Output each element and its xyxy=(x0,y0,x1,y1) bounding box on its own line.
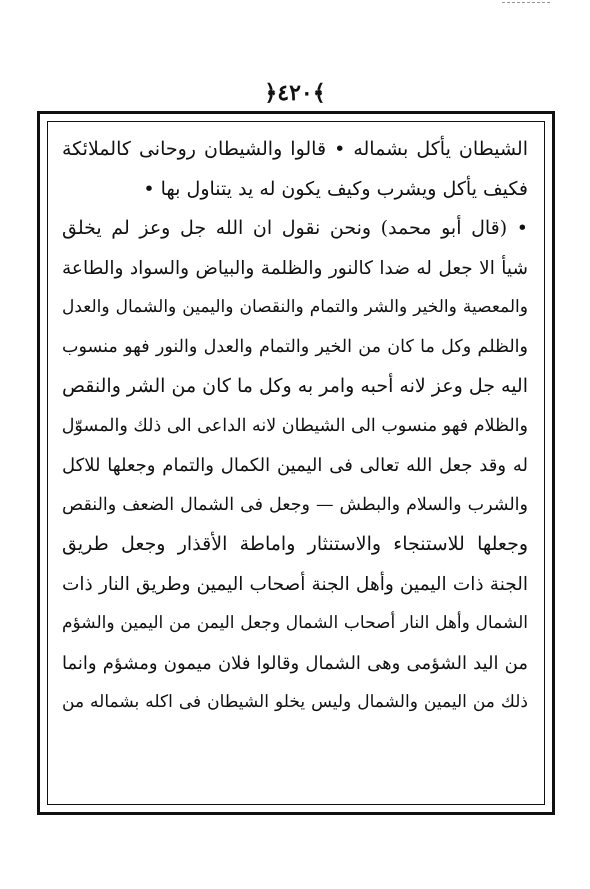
text-line: وجعلها للاستنجاء والاستنثار واماطة الأقذار وجعل طريق xyxy=(62,533,528,555)
text-line: • (قال أبو محمد) ونحن نقول ان الله جل وعز لم يخلق xyxy=(62,217,528,239)
body-text xyxy=(62,130,528,723)
text-line: الشمال وأهل النار أصحاب الشمال وجعل اليمن من اليمين والشؤم xyxy=(62,613,528,633)
page-number: ﴾٤٢٠﴿ xyxy=(264,80,326,106)
text-line: الجنة ذات اليمين وأهل الجنة أصحاب اليمين وطريق النار ذات xyxy=(62,573,528,595)
text-line: له وقد جعل الله تعالى فى اليمين الكمال والتمام وجعلها للاكل xyxy=(62,455,528,476)
text-line: من اليد الشؤمى وهى الشمال وقالوا فلان ميمون ومشؤم وانما xyxy=(62,652,528,674)
text-line: ذلك من اليمين والشمال وليس يخلو الشيطان فى اكله بشماله من xyxy=(62,692,528,712)
text-line: والظلم وكل ما كان من الخير والتمام والعدل والنور فهو منسوب xyxy=(62,336,528,357)
text-line: والمعصية والخير والشر والتمام والنقصان واليمين والشمال والعدل xyxy=(62,297,528,317)
text-line: اليه جل وعز لانه أحبه وامر به وكل ما كان من الشر والنقص xyxy=(62,375,528,397)
text-line: والشرب والسلام والبطش — وجعل فى الشمال الضعف والنقص xyxy=(62,494,528,515)
text-line: شيأ الا جعل له ضدا كالنور والظلمة والبياض والسواد والطاعة xyxy=(62,257,528,279)
text-line: والظلام فهو منسوب الى الشيطان لانه الداعى الى ذلك والمسوّل xyxy=(62,415,528,436)
text-line: فكيف يأكل ويشرب وكيف يكون له يد يتناول بها • xyxy=(143,177,528,200)
scan-edge-mark xyxy=(502,2,550,4)
text-line: الشيطان يأكل بشماله • قالوا والشيطان روحانى كالملائكة xyxy=(62,138,528,160)
